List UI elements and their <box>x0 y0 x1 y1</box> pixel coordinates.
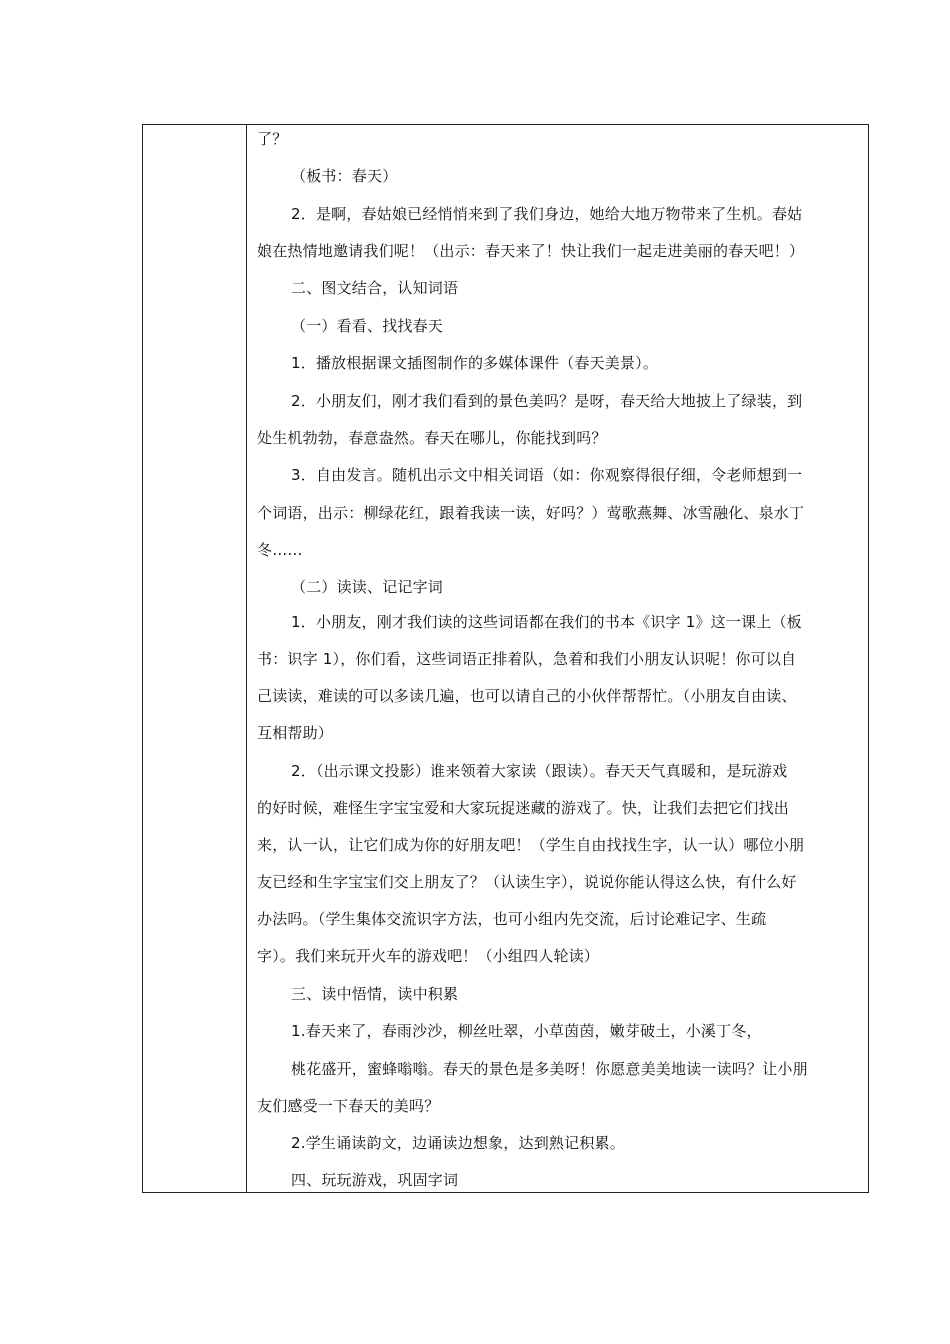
text-line: 冬…… <box>257 541 303 559</box>
text-line: 1.春天来了，春雨沙沙，柳丝吐翠，小草茵茵，嫩芽破土，小溪丁冬， <box>291 1022 762 1040</box>
section-heading: 三、读中悟情，读中积累 <box>291 985 459 1003</box>
text-line: 字）。我们来玩开火车的游戏吧！（小组四人轮读） <box>257 947 600 965</box>
text-line: 友已经和生字宝宝们交上朋友了？（认读生字），说说你能认得这么快，有什么好 <box>257 873 797 891</box>
text-line: 己读读，难读的可以多读几遍，也可以请自己的小伙伴帮帮忙。（小朋友自由读、 <box>257 687 797 705</box>
text-line: 处生机勃勃，春意盎然。春天在哪儿，你能找到吗？ <box>257 429 607 447</box>
table-left-column <box>143 125 247 1192</box>
text-line: 书：识字 1），你们看，这些词语正排着队，急着和我们小朋友认识呢！你可以自 <box>257 650 797 668</box>
subsection-heading: （一）看看、找找春天 <box>291 317 444 335</box>
text-line: 的好时候，难怪生字宝宝爱和大家玩捉迷藏的游戏了。快，让我们去把它们找出 <box>257 799 790 817</box>
subsection-heading: （二）读读、记记字词 <box>291 578 444 596</box>
text-line: 互相帮助） <box>257 724 334 742</box>
text-line: （板书：春天） <box>291 167 398 185</box>
text-line: 友们感受一下春天的美吗？ <box>257 1097 440 1115</box>
text-line: 娘在热情地邀请我们呢！（出示：春天来了！快让我们一起走进美丽的春天吧！） <box>257 242 805 260</box>
text-line: 了？ <box>257 130 288 148</box>
text-line: 来，认一认，让它们成为你的好朋友吧！（学生自由找找生字，认一认）哪位小朋 <box>257 836 805 854</box>
text-line: 2．小朋友们，刚才我们看到的景色美吗？是呀，春天给大地披上了绿装，到 <box>291 392 803 410</box>
text-line: 桃花盛开，蜜蜂嗡嗡。春天的景色是多美呀！你愿意美美地读一读吗？让小朋 <box>291 1060 808 1078</box>
text-line: 2．是啊，春姑娘已经悄悄来到了我们身边，她给大地万物带来了生机。春姑 <box>291 205 803 223</box>
section-heading: 二、图文结合，认知词语 <box>291 279 459 297</box>
text-line: 1．小朋友，刚才我们读的这些词语都在我们的书本《识字 1》这一课上（板 <box>291 613 802 631</box>
text-line: 个词语，出示：柳绿花红，跟着我读一读，好吗？）莺歌燕舞、冰雪融化、泉水丁 <box>257 504 805 522</box>
table-content-column <box>247 125 868 1192</box>
text-line: 3．自由发言。随机出示文中相关词语（如：你观察得很仔细，令老师想到一 <box>291 466 803 484</box>
text-line: 2.学生诵读韵文，边诵读边想象，达到熟记积累。 <box>291 1134 625 1152</box>
text-line: 1．播放根据课文插图制作的多媒体课件（春天美景）。 <box>291 354 659 372</box>
lesson-plan-table <box>142 124 869 1193</box>
text-line: 办法吗。（学生集体交流识字方法，也可小组内先交流，后讨论难记字、生疏 <box>257 910 767 928</box>
section-heading: 四、玩玩游戏，巩固字词 <box>291 1171 459 1189</box>
text-line: 2．（出示课文投影）谁来领着大家读（跟读）。春天天气真暖和，是玩游戏 <box>291 762 788 780</box>
